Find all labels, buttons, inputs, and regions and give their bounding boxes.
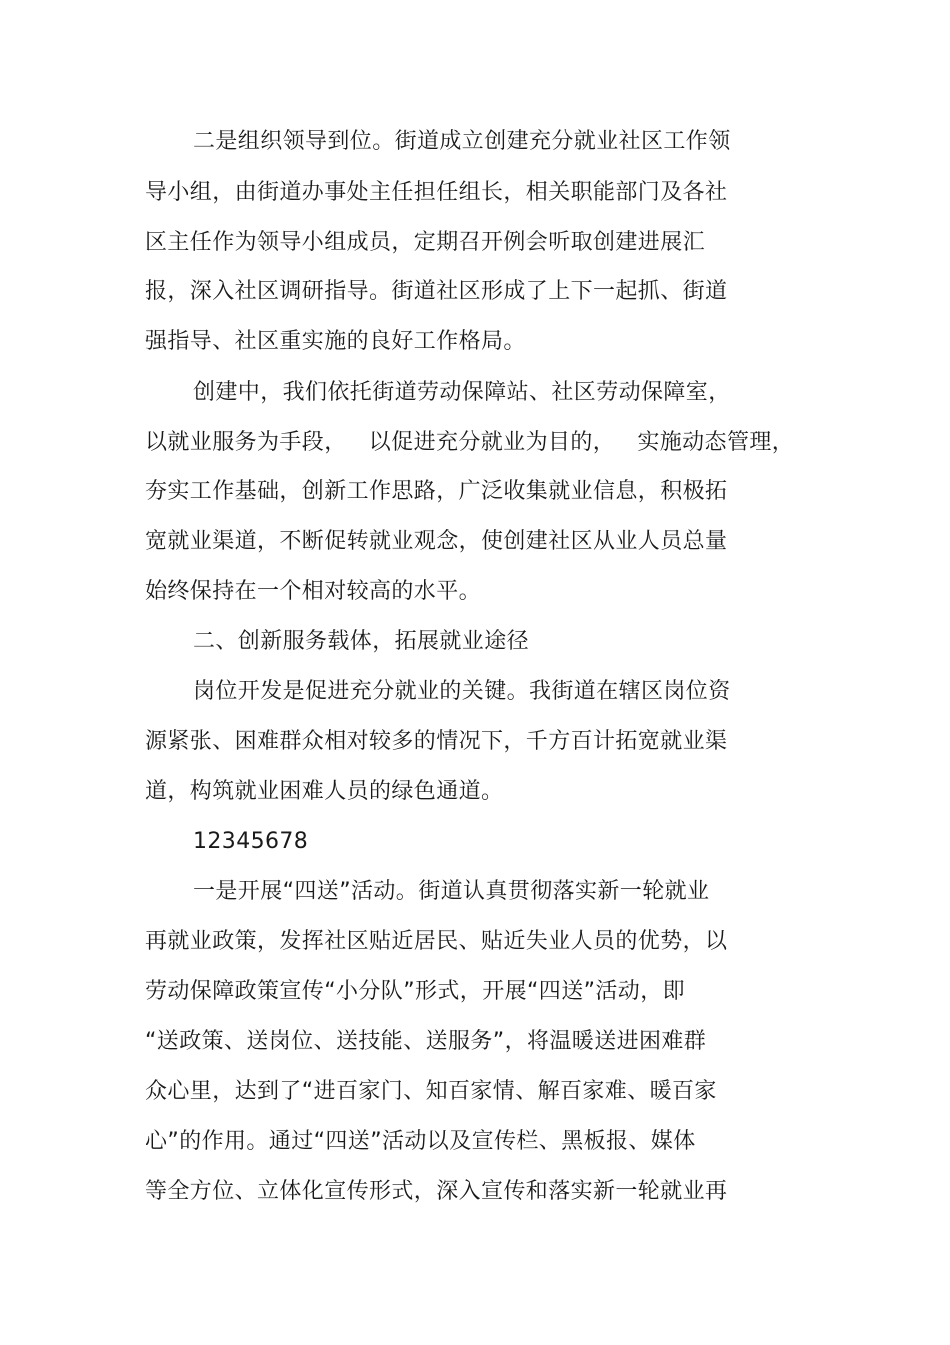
paragraph-line: 岗位开发是促进充分就业的关键。我街道在辖区岗位资 (193, 679, 731, 704)
paragraph-line: 报，深入社区调研指导。街道社区形成了上下一起抓、街道 (145, 279, 728, 304)
paragraph-line: 区主任作为领导小组成员，定期召开例会听取创建进展汇 (145, 230, 706, 255)
paragraph-line: 导小组，由街道办事处主任担任组长，相关职能部门及各社 (145, 180, 728, 205)
paragraph-line: 再就业政策，发挥社区贴近居民、贴近失业人员的优势，以 (145, 929, 728, 954)
number-line: 12345678 (193, 829, 309, 854)
paragraph-line: “送政策、送岗位、送技能、送服务”，将温暖送进困难群 (145, 1029, 707, 1054)
paragraph-line: 以就业服务为手段， 以促进充分就业为目的， 实施动态管理， (145, 430, 795, 455)
paragraph-line: 强指导、社区重实施的良好工作格局。 (145, 329, 526, 354)
paragraph-line: 道，构筑就业困难人员的绿色通道。 (145, 779, 504, 804)
paragraph-line: 夯实工作基础，创新工作思路，广泛收集就业信息，积极拓 (145, 479, 728, 504)
paragraph-line: 一是开展“四送”活动。街道认真贯彻落实新一轮就业 (193, 879, 710, 904)
paragraph-line: 始终保持在一个相对较高的水平。 (145, 579, 482, 604)
section-heading: 二、创新服务载体，拓展就业途径 (193, 629, 530, 654)
paragraph-line: 二是组织领导到位。街道成立创建充分就业社区工作领 (193, 129, 731, 154)
paragraph-line: 源紧张、困难群众相对较多的情况下，千方百计拓宽就业渠 (145, 729, 728, 754)
paragraph-line: 宽就业渠道，不断促转就业观念，使创建社区从业人员总量 (145, 529, 728, 554)
paragraph-line: 心”的作用。通过“四送”活动以及宣传栏、黑板报、媒体 (145, 1129, 696, 1154)
paragraph-line: 等全方位、立体化宣传形式，深入宣传和落实新一轮就业再 (145, 1179, 728, 1204)
paragraph-line: 创建中，我们依托街道劳动保障站、社区劳动保障室， (193, 380, 731, 405)
paragraph-line: 众心里，达到了“进百家门、知百家情、解百家难、暖百家 (145, 1079, 717, 1104)
paragraph-line: 劳动保障政策宣传“小分队”形式，开展“四送”活动，即 (145, 979, 685, 1004)
